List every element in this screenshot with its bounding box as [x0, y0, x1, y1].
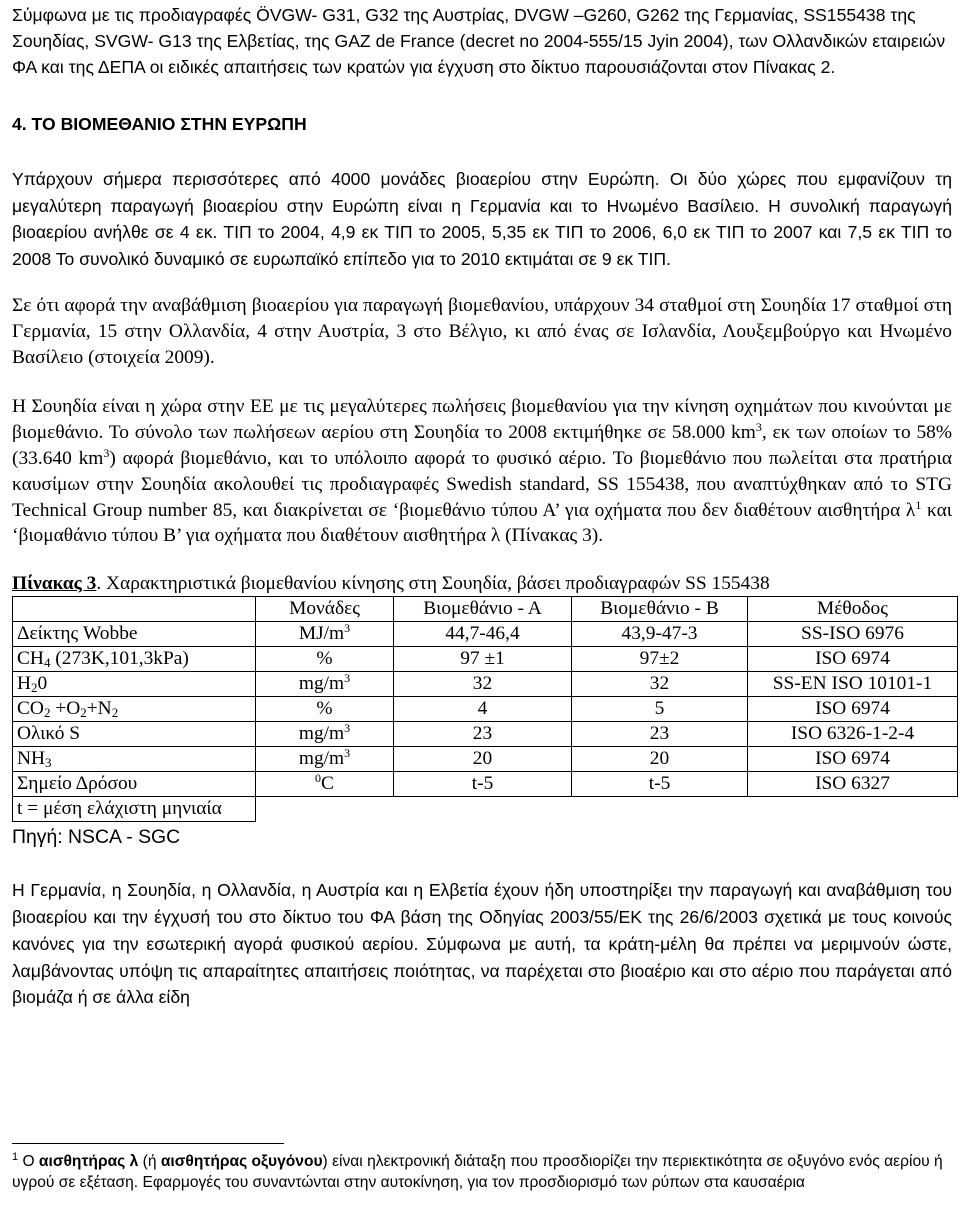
param-cell — [13, 672, 256, 697]
value-b-cell: t-5 — [572, 772, 748, 797]
superscript: 3 — [344, 746, 351, 761]
header-cell: Μέθοδος — [748, 597, 958, 622]
value-a-cell: t-5 — [394, 772, 572, 797]
subscript: 4 — [43, 655, 51, 671]
text-fragment: Η Σουηδία είναι η χώρα στην ΕΕ με τις μεγαλύτερες πωλήσεις βιομεθανίου για την κίνηση οχημάτων που κινούνται με βιομεθάνιο. Το σύνολο των πωλήσεων αερίου στη Σουηδία το 2008 εκτιμήθηκε σε 58.000 km — [12, 396, 952, 444]
unit-cell — [256, 772, 394, 797]
value-b-cell: 23 — [572, 722, 748, 747]
param-text: CH — [17, 648, 44, 670]
table-row — [13, 722, 958, 747]
table-source: Πηγή: NSCA - SGC — [12, 826, 181, 849]
empty-cell — [394, 797, 572, 822]
unit-text: mg/m — [298, 673, 345, 695]
value-a-cell: 23 — [394, 722, 572, 747]
table-row — [13, 647, 958, 672]
param-cell: Σημείο Δρόσου — [13, 772, 256, 797]
value-a-cell: 20 — [394, 747, 572, 772]
bold-term: αισθητήρας οξυγόνου — [160, 1153, 323, 1170]
table-row — [13, 747, 958, 772]
param-cell: Ολικό S — [13, 722, 256, 747]
text-fragment: , εκ των οποίων το 58% (33.640 km — [12, 422, 953, 469]
superscript: 0 — [315, 771, 322, 786]
table-row — [13, 772, 958, 797]
unit-text: MJ/m — [298, 623, 345, 645]
method-cell: ISO 6974 — [748, 697, 958, 722]
superscript: 3 — [103, 445, 110, 460]
footnote-divider — [12, 1143, 284, 1144]
footnote — [12, 1151, 948, 1193]
paragraph-upgrading: Σε ότι αφορά την αναβάθμιση βιοαερίου για παραγωγή βιομεθανίου, υπάρχουν 34 σταθμοί στη Σουηδία 17 σταθμοί στη Γερμανία, 15 στην Ολλανδία, 4 στην Αυστρία, 3 στο Βέλγιο, κι από ένας σε Ισλανδία, Λουξεμβούργο και Ηνωμένο Βασίλειο (στοιχεία 2009). — [12, 295, 952, 368]
bold-term: αισθητήρας λ — [38, 1153, 139, 1170]
header-cell: Βιομεθάνιο - Α — [394, 597, 572, 622]
method-cell: ISO 6327 — [748, 772, 958, 797]
unit-cell — [256, 622, 394, 647]
value-a-cell: 4 — [394, 697, 572, 722]
superscript: 3 — [344, 721, 351, 736]
text-fragment: Ο — [18, 1153, 39, 1170]
method-cell: SS-EN ISO 10101-1 — [748, 672, 958, 697]
section-heading: 4. ΤΟ ΒΙΟΜΕΘΑΝΙΟ ΣΤΗΝ ΕΥΡΩΠΗ — [12, 114, 307, 134]
footnote-reference[interactable]: 1 — [915, 497, 922, 512]
value-b-cell: 20 — [572, 747, 748, 772]
table-row — [13, 672, 958, 697]
method-cell: ISO 6326-1-2-4 — [748, 722, 958, 747]
text-fragment: ) είναι ηλεκτρονική διάταξη που προσδιορίζει την περιεκτικότητα σε οξυγόνο ενός αερίου ή υγρού σε εξέταση. Εφαρμογές του συναντώνται στην αυτοκίνηση, για τον προσδιορισμό των ρύπων στα καυσαέρια — [12, 1153, 943, 1191]
table-row — [13, 697, 958, 722]
param-text: 0 — [37, 673, 48, 695]
param-cell: Δείκτης Wobbe — [13, 622, 256, 647]
paragraph-sweden — [12, 394, 952, 549]
empty-cell — [572, 797, 748, 822]
unit-cell: % — [256, 647, 394, 672]
table-row — [13, 622, 958, 647]
param-text: CO — [17, 698, 44, 720]
param-text: H — [17, 673, 32, 695]
superscript: 3 — [755, 420, 762, 435]
param-text: NH — [17, 748, 46, 770]
param-cell — [13, 647, 256, 672]
text-fragment: (ή — [138, 1153, 161, 1170]
paragraph-production: Υπάρχουν σήμερα περισσότερες από 4000 μονάδες βιοαερίου στην Ευρώπη. Οι δύο χώρες που εμφανίζουν τη μεγαλύτερη παραγωγή βιοαερίου στην Ευρώπη είναι η Γερμανία και το Ηνωμένο Βασίλειο. Η συνολική παραγωγή βιοαερίου ανήλθε σε 4 εκ. ΤΙΠ το 2004, 4,9 εκ ΤΙΠ το 2005, 5,35 εκ ΤΙΠ το 2006, 6,0 εκ ΤΙΠ το 2007 και 7,5 εκ ΤΙΠ το 2008 Το συνολικό δυναμικό σε ευρωπαϊκό επίπεδο για το 2010 εκτιμάται σε 9 εκ ΤΙΠ. — [12, 169, 952, 269]
text-fragment: ) αφορά βιομεθάνιο, και το υπόλοιπο αφορά το φυσικό αέριο. Το βιομεθάνιο που πωλείται στα πρατήρια καυσίμων στην Σουηδία ακολουθεί τις προδιαγραφές Swedish standard, SS 155438, που αναπτύχθηκαν από το STG Technical Group number 85, και διακρίνεται σε ‘βιομεθάνιο τύπου Α’ για οχήματα που δεν διαθέτουν αισθητήρα λ — [12, 447, 952, 521]
value-a-cell: 44,7-46,4 — [394, 622, 572, 647]
value-b-cell: 32 — [572, 672, 748, 697]
specification-table — [12, 596, 958, 822]
table-note-row — [13, 797, 958, 822]
subscript: 2 — [31, 680, 38, 696]
value-b-cell: 5 — [572, 697, 748, 722]
text-fragment: και ‘βιομαθάνιο τύπου Β’ για οχήματα που διαθέτουν αισθητήρα λ (Πίνακας 3). — [12, 499, 952, 547]
unit-text: C — [321, 773, 334, 795]
footnote-number: 1 — [12, 1151, 19, 1163]
superscript: 3 — [344, 671, 351, 686]
value-a-cell: 32 — [394, 672, 572, 697]
unit-cell — [256, 672, 394, 697]
unit-text: mg/m — [298, 748, 345, 770]
param-text: +N — [86, 698, 112, 720]
subscript: 2 — [80, 705, 87, 721]
empty-cell — [748, 797, 958, 822]
table-note: t = μέση ελάχιστη μηνιαία — [13, 797, 256, 822]
value-b-cell: 97±2 — [572, 647, 748, 672]
method-cell: SS-ISO 6976 — [748, 622, 958, 647]
table-caption-text: . Χαρακτηριστικά βιομεθανίου κίνησης στη Σουηδία, βάσει προδιαγραφών SS 155438 — [96, 573, 770, 595]
header-cell: Βιομεθάνιο - Β — [572, 597, 748, 622]
value-a-cell: 97 ±1 — [394, 647, 572, 672]
superscript: 3 — [344, 621, 351, 636]
header-cell: Μονάδες — [256, 597, 394, 622]
param-cell — [13, 697, 256, 722]
param-cell — [13, 747, 256, 772]
table-header-row — [13, 597, 958, 622]
header-cell — [13, 597, 256, 622]
param-text: (273K,101,3kPa) — [50, 648, 189, 670]
param-text: +O — [50, 698, 81, 720]
subscript: 2 — [43, 705, 51, 721]
method-cell: ISO 6974 — [748, 647, 958, 672]
method-cell: ISO 6974 — [748, 747, 958, 772]
unit-text: mg/m — [298, 723, 345, 745]
value-b-cell: 43,9-47-3 — [572, 622, 748, 647]
unit-cell — [256, 747, 394, 772]
empty-cell — [256, 797, 394, 822]
unit-cell — [256, 722, 394, 747]
subscript: 2 — [111, 705, 119, 721]
paragraph-directive: Η Γερμανία, η Σουηδία, η Ολλανδία, η Αυστρία και η Ελβετία έχουν ήδη υποστηρίξει την παραγωγή και αναβάθμιση του βιοαερίου και την έγχυσή του στο δίκτυο του ΦΑ βάση της Οδηγίας 2003/55/ΕΚ της 26/6/2003 σχετικά με τους κοινούς κανόνες για την εσωτερική αγορά φυσικού αερίου. Σύμφωνα με αυτή, τα κράτη-μέλη θα πρέπει να μεριμνούν ώστε, λαμβάνοντας υπόψη τις απαραίτητες απαιτήσεις ποιότητας, να παρέχεται στο βιοαέριο και στο αέριο που παράγεται από βιομάζα ή σε άλλα είδη — [12, 880, 952, 1008]
intro-paragraph: Σύμφωνα με τις προδιαγραφές ÖVGW- G31, G32 της Αυστρίας, DVGW –G260, G262 της Γερμανίας, SS155438 της Σουηδίας, SVGW- G13 της Ελβετίας, της GAZ de France (decret no 2004-555/15 Jyin 2004), των Ολλανδικών εταιρειών ΦΑ και της ΔΕΠΑ οι ειδικές απαιτήσεις των κρατών για έγχυση στο δίκτυο παρουσιάζονται στον Πίνακας 2. — [12, 5, 946, 77]
table-caption-label: Πίνακας 3 — [12, 573, 97, 595]
subscript: 3 — [45, 755, 52, 771]
unit-cell: % — [256, 697, 394, 722]
table-caption — [12, 572, 960, 596]
